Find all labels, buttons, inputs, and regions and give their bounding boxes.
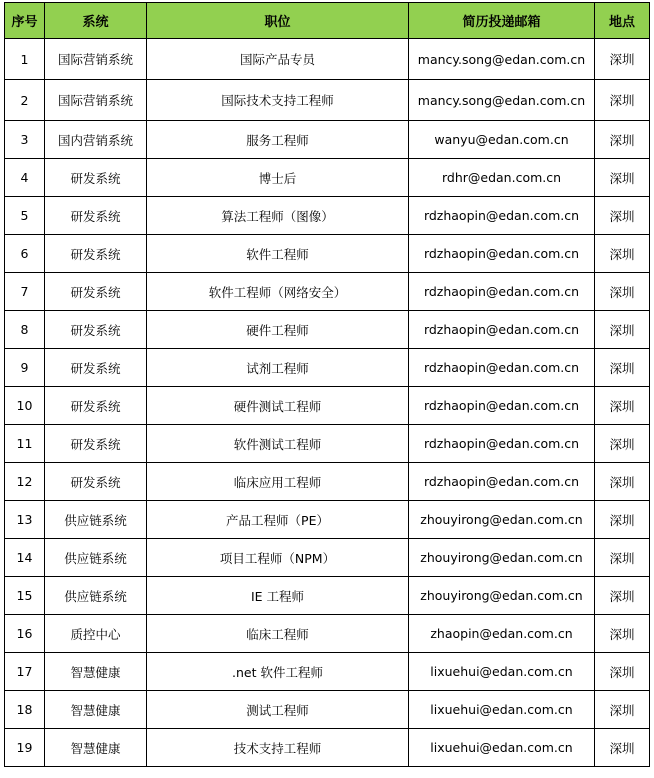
cell-no: 17 (5, 653, 45, 691)
cell-no: 19 (5, 729, 45, 767)
cell-email: zhouyirong@edan.com.cn (409, 577, 595, 615)
cell-no: 6 (5, 235, 45, 273)
cell-location: 深圳 (595, 273, 650, 311)
cell-position: 试剂工程师 (147, 349, 409, 387)
cell-location: 深圳 (595, 653, 650, 691)
cell-no: 13 (5, 501, 45, 539)
cell-email: rdzhaopin@edan.com.cn (409, 197, 595, 235)
cell-position: 软件工程师（网络安全） (147, 273, 409, 311)
cell-system: 研发系统 (45, 235, 147, 273)
cell-system: 研发系统 (45, 349, 147, 387)
cell-email: lixuehui@edan.com.cn (409, 691, 595, 729)
cell-system: 研发系统 (45, 463, 147, 501)
cell-system: 智慧健康 (45, 691, 147, 729)
cell-location: 深圳 (595, 121, 650, 159)
cell-no: 5 (5, 197, 45, 235)
table-row (5, 463, 650, 501)
cell-position: 算法工程师（图像） (147, 197, 409, 235)
cell-no: 15 (5, 577, 45, 615)
cell-position: 临床工程师 (147, 615, 409, 653)
cell-location: 深圳 (595, 387, 650, 425)
cell-position: 测试工程师 (147, 691, 409, 729)
cell-position: 硬件测试工程师 (147, 387, 409, 425)
cell-location: 深圳 (595, 39, 650, 80)
cell-location: 深圳 (595, 463, 650, 501)
cell-location: 深圳 (595, 197, 650, 235)
cell-email: rdhr@edan.com.cn (409, 159, 595, 197)
job-listing-table (4, 2, 650, 767)
cell-system: 研发系统 (45, 387, 147, 425)
table-row (5, 197, 650, 235)
cell-no: 11 (5, 425, 45, 463)
cell-email: rdzhaopin@edan.com.cn (409, 235, 595, 273)
cell-email: wanyu@edan.com.cn (409, 121, 595, 159)
cell-system: 供应链系统 (45, 577, 147, 615)
cell-system: 国内营销系统 (45, 121, 147, 159)
cell-no: 3 (5, 121, 45, 159)
cell-email: rdzhaopin@edan.com.cn (409, 349, 595, 387)
header-row (5, 3, 650, 39)
cell-position: 产品工程师（PE） (147, 501, 409, 539)
cell-system: 供应链系统 (45, 501, 147, 539)
cell-no: 2 (5, 80, 45, 121)
cell-system: 国际营销系统 (45, 39, 147, 80)
cell-no: 9 (5, 349, 45, 387)
table-row (5, 349, 650, 387)
table-row (5, 273, 650, 311)
cell-system: 研发系统 (45, 197, 147, 235)
table-row (5, 159, 650, 197)
table-row (5, 577, 650, 615)
header-no: 序号 (5, 3, 45, 39)
cell-no: 8 (5, 311, 45, 349)
cell-email: rdzhaopin@edan.com.cn (409, 273, 595, 311)
table-row (5, 39, 650, 80)
table-row (5, 425, 650, 463)
cell-location: 深圳 (595, 235, 650, 273)
cell-position: 软件测试工程师 (147, 425, 409, 463)
cell-email: zhaopin@edan.com.cn (409, 615, 595, 653)
cell-no: 7 (5, 273, 45, 311)
cell-location: 深圳 (595, 80, 650, 121)
header-system: 系统 (45, 3, 147, 39)
cell-system: 智慧健康 (45, 653, 147, 691)
cell-email: mancy.song@edan.com.cn (409, 80, 595, 121)
cell-no: 12 (5, 463, 45, 501)
cell-email: zhouyirong@edan.com.cn (409, 501, 595, 539)
cell-system: 质控中心 (45, 615, 147, 653)
cell-email: rdzhaopin@edan.com.cn (409, 311, 595, 349)
cell-position: IE 工程师 (147, 577, 409, 615)
cell-system: 研发系统 (45, 159, 147, 197)
cell-system: 研发系统 (45, 311, 147, 349)
cell-position: 临床应用工程师 (147, 463, 409, 501)
cell-system: 智慧健康 (45, 729, 147, 767)
cell-email: rdzhaopin@edan.com.cn (409, 463, 595, 501)
table-row (5, 80, 650, 121)
cell-position: 软件工程师 (147, 235, 409, 273)
cell-location: 深圳 (595, 577, 650, 615)
table-header (5, 3, 650, 39)
cell-position: 国际技术支持工程师 (147, 80, 409, 121)
table-row (5, 539, 650, 577)
cell-no: 4 (5, 159, 45, 197)
cell-position: 技术支持工程师 (147, 729, 409, 767)
table-row (5, 691, 650, 729)
cell-no: 10 (5, 387, 45, 425)
cell-location: 深圳 (595, 691, 650, 729)
table-row (5, 615, 650, 653)
table-row (5, 121, 650, 159)
cell-system: 研发系统 (45, 273, 147, 311)
header-email: 简历投递邮箱 (409, 3, 595, 39)
cell-location: 深圳 (595, 425, 650, 463)
cell-email: rdzhaopin@edan.com.cn (409, 425, 595, 463)
table-row (5, 387, 650, 425)
cell-email: zhouyirong@edan.com.cn (409, 539, 595, 577)
cell-no: 1 (5, 39, 45, 80)
cell-location: 深圳 (595, 729, 650, 767)
table-row (5, 311, 650, 349)
cell-position: .net 软件工程师 (147, 653, 409, 691)
cell-system: 供应链系统 (45, 539, 147, 577)
cell-system: 国际营销系统 (45, 80, 147, 121)
cell-location: 深圳 (595, 159, 650, 197)
cell-position: 国际产品专员 (147, 39, 409, 80)
cell-location: 深圳 (595, 311, 650, 349)
cell-no: 14 (5, 539, 45, 577)
header-location: 地点 (595, 3, 650, 39)
cell-location: 深圳 (595, 615, 650, 653)
cell-position: 硬件工程师 (147, 311, 409, 349)
cell-no: 16 (5, 615, 45, 653)
table-row (5, 235, 650, 273)
cell-no: 18 (5, 691, 45, 729)
table-row (5, 653, 650, 691)
cell-position: 服务工程师 (147, 121, 409, 159)
table-body (5, 39, 650, 767)
cell-email: lixuehui@edan.com.cn (409, 729, 595, 767)
table-row (5, 501, 650, 539)
cell-email: lixuehui@edan.com.cn (409, 653, 595, 691)
cell-position: 博士后 (147, 159, 409, 197)
cell-email: rdzhaopin@edan.com.cn (409, 387, 595, 425)
cell-location: 深圳 (595, 349, 650, 387)
cell-email: mancy.song@edan.com.cn (409, 39, 595, 80)
header-position: 职位 (147, 3, 409, 39)
cell-location: 深圳 (595, 539, 650, 577)
cell-system: 研发系统 (45, 425, 147, 463)
table-row (5, 729, 650, 767)
cell-position: 项目工程师（NPM） (147, 539, 409, 577)
cell-location: 深圳 (595, 501, 650, 539)
